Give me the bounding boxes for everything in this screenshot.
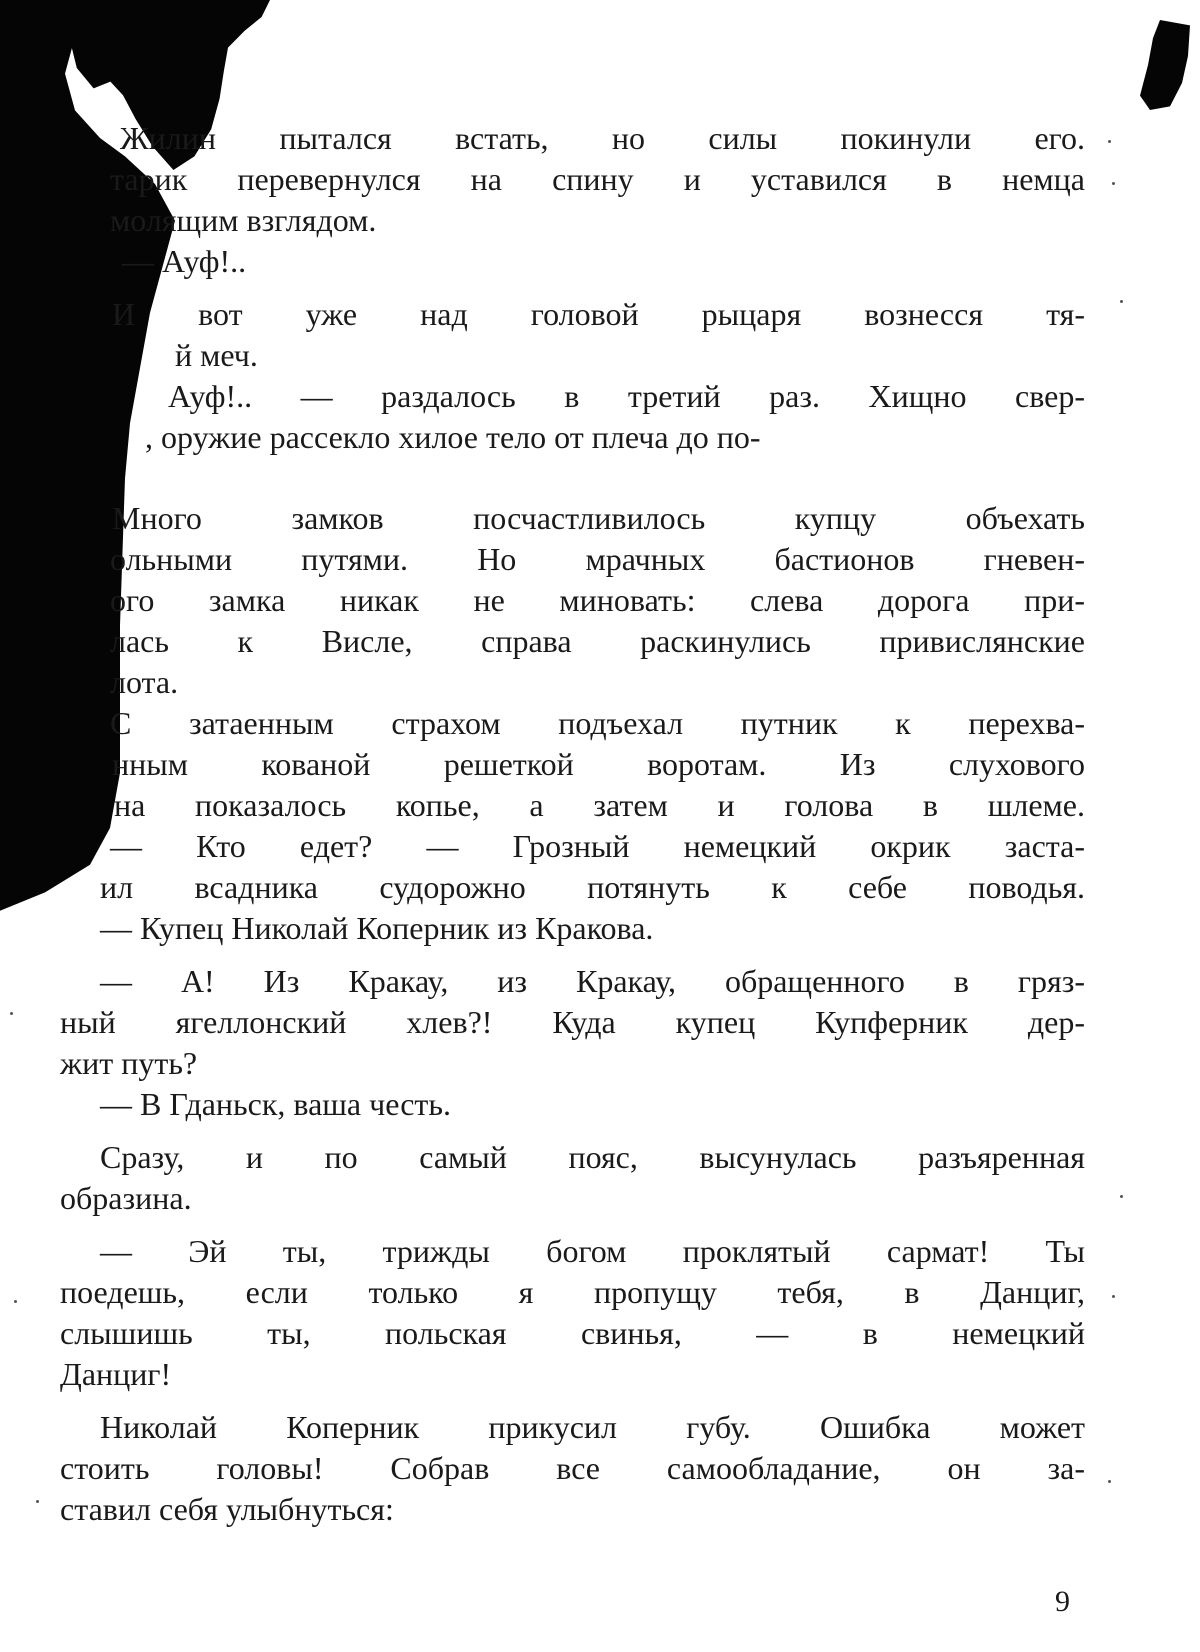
text-line: ставил себя улыбнуться:: [60, 1491, 394, 1527]
text-line: ил всадника судорожно потянуть к себе поводья.: [100, 869, 1085, 905]
scan-speck: [1108, 1480, 1111, 1483]
paragraph: [60, 1231, 1085, 1395]
text-line: ого замка никак не миновать: слева дорога при-: [110, 582, 1085, 618]
text-line: образина.: [60, 1180, 192, 1216]
text-line: молящим взглядом.: [110, 202, 377, 238]
paragraph: [100, 241, 1085, 282]
paragraph: [100, 703, 1085, 826]
page-number: 9: [1055, 1585, 1070, 1618]
paragraph: [100, 1084, 1085, 1125]
text-line: на показалось копье, а затем и голова в шлеме.: [114, 787, 1085, 823]
text-line: — Ауф!..: [122, 243, 247, 279]
text-line: Данциг!: [60, 1356, 172, 1392]
text-line: лась к Висле, справа раскинулись привислянские: [110, 623, 1085, 659]
text-line: — А! Из Кракау, из Кракау, обращенного в гряз-: [100, 963, 1085, 999]
scan-speck: [1120, 1195, 1123, 1198]
text-line: лота.: [110, 664, 179, 700]
text-line: Ауф!.. — раздалось в третий раз. Хищно свер-: [168, 378, 1085, 414]
text-line: С затаенным страхом подъехал путник к перехва-: [110, 705, 1085, 741]
paragraph: [100, 908, 1085, 949]
scan-speck: [1112, 182, 1115, 185]
text-line: — В Гданьск, ваша честь.: [100, 1086, 451, 1122]
scan-speck: [1120, 300, 1123, 303]
paragraph: [60, 961, 1085, 1084]
text-line: Николай Коперник прикусил губу. Ошибка может: [100, 1409, 1085, 1445]
scan-speck: [1112, 1295, 1115, 1298]
scan-speck: [14, 1300, 17, 1303]
paragraph: [100, 376, 1085, 458]
text-line: — Кто едет? — Грозный немецкий окрик заста-: [110, 828, 1085, 864]
text-line: , оружие рассекло хилое тело от плеча до по-: [145, 419, 761, 455]
scan-speck: [36, 1500, 39, 1503]
body-text: [60, 118, 1085, 1530]
text-line: слышишь ты, польская свинья, — в немецкий: [60, 1315, 1085, 1351]
text-line: — Эй ты, трижды богом проклятый сармат! Ты: [100, 1233, 1085, 1269]
paragraph: [60, 1137, 1085, 1219]
paragraph: [100, 118, 1085, 241]
text-line: й меч.: [175, 337, 258, 373]
text-line: Много замков посчастливилось купцу объехать: [112, 500, 1085, 536]
paragraph: [60, 1407, 1085, 1530]
ink-blot-right: [1140, 20, 1190, 110]
text-line: — Купец Николай Коперник из Кракова.: [100, 910, 654, 946]
paragraph: [100, 294, 1085, 376]
scan-speck: [10, 1012, 13, 1015]
text-line: ольными путями. Но мрачных бастионов гневен-: [110, 541, 1085, 577]
text-line: поедешь, если только я пропущу тебя, в Данциг,: [60, 1274, 1085, 1310]
paragraph: [100, 498, 1085, 703]
text-line: жит путь?: [60, 1045, 198, 1081]
text-line: Жилин пытался встать, но силы покинули его.: [120, 120, 1085, 156]
scan-speck: [1108, 140, 1111, 143]
text-line: ный ягеллонский хлев?! Куда купец Купферник дер-: [60, 1004, 1085, 1040]
text-line: тарик перевернулся на спину и уставился в немца: [110, 161, 1085, 197]
text-line: нным кованой решеткой воротам. Из слухового: [112, 746, 1085, 782]
text-line: Сразу, и по самый пояс, высунулась разъяренная: [100, 1139, 1085, 1175]
text-line: стоить головы! Собрав все самообладание, он за-: [60, 1450, 1085, 1486]
text-line: И вот уже над головой рыцаря вознесся тя-: [112, 296, 1085, 332]
paragraph: [100, 826, 1085, 908]
